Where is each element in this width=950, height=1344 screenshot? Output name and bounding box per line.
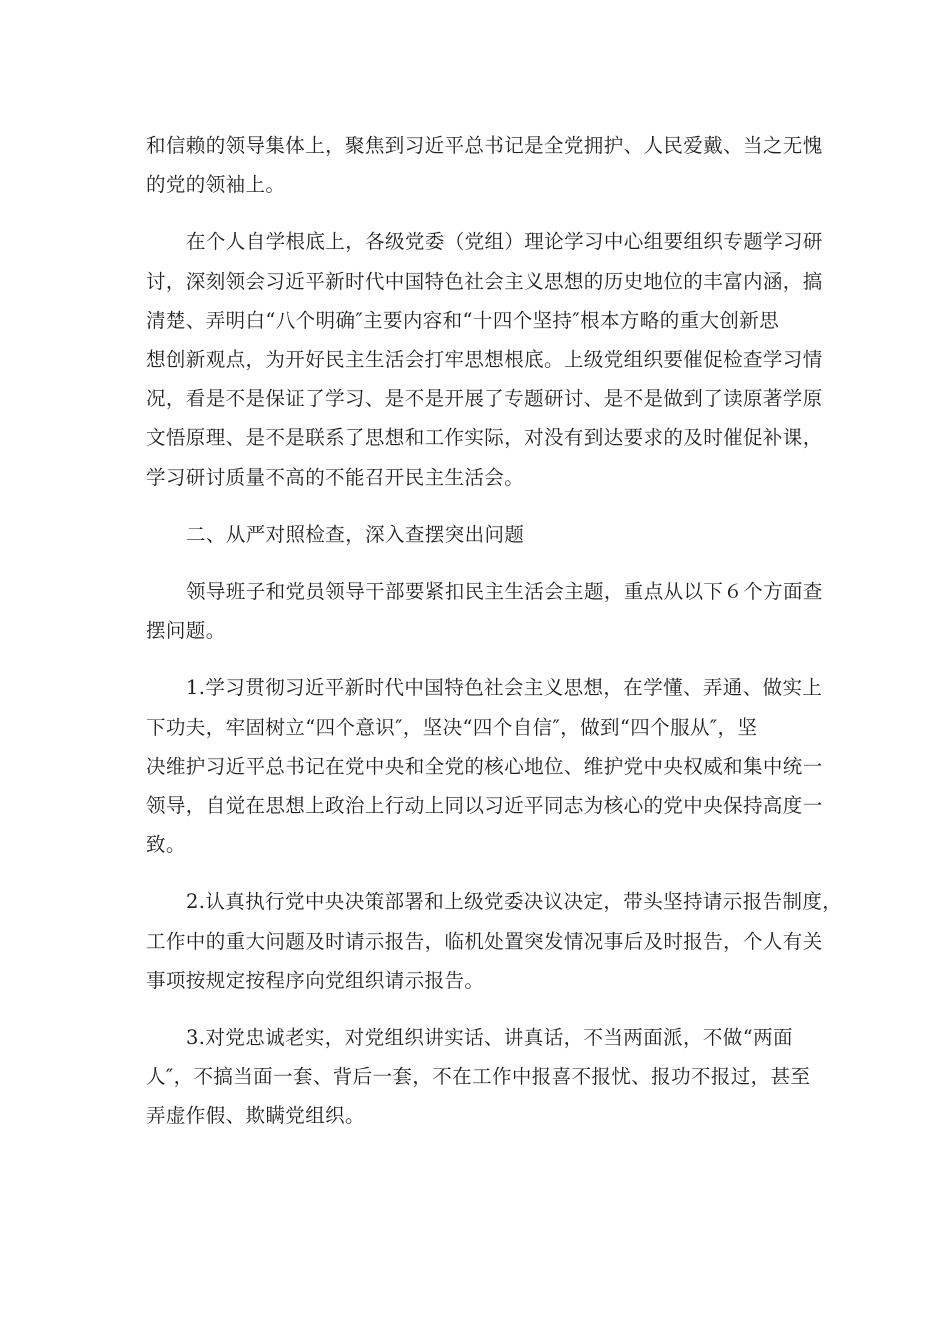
- paragraph-continuation: [146, 126, 823, 204]
- text-line: 下功夫，牢固树立“四个意识″，坚决“四个自信″，做到“四个服从″，坚: [146, 715, 758, 739]
- text-line: 事项按规定按程序向党组织请示报告。: [146, 968, 485, 992]
- text-line: 清楚、弄明白“八个明确″主要内容和“十四个坚持″根本方略的重大创新思: [146, 308, 780, 332]
- text-line: 2.认真执行党中央决策部署和上级党委决议决定，带头坚持请示报告制度，: [186, 890, 843, 914]
- text-line: 学习研讨质量不高的不能召开民主生活会。: [146, 465, 525, 489]
- text-line: 讨，深刻领会习近平新时代中国特色社会主义思想的历史地位的丰富内涵，搞: [146, 269, 823, 293]
- text-line: 决维护习近平总书记在党中央和全党的核心地位、维护党中央权威和集中统一: [146, 754, 823, 778]
- section-heading: [146, 515, 811, 554]
- text-line: 摆问题。: [146, 619, 226, 643]
- text-line: 和信赖的领导集体上，聚焦到习近平总书记是全党拥护、人民爱戴、当之无愧: [146, 134, 823, 157]
- text-line: 想创新观点，为开好民主生活会打牢思想根底。上级党组织要催促检查学习情: [146, 348, 823, 372]
- text-line: 人″，不搞当面一套、背后一套，不在工作中报喜不报忧、报功不报过，甚至: [146, 1065, 811, 1089]
- text-line: 3.对党忠诚老实，对党组织讲实话、讲真话，不当两面派，不做“两面: [186, 1026, 793, 1050]
- text-line: 工作中的重大问题及时请示报告，临机处置突发情况事后及时报告，个人有关: [146, 929, 823, 953]
- paragraph-intro: [146, 572, 823, 650]
- text-line: 二、从严对照检查，深入查摆突出问题: [186, 522, 525, 546]
- text-line: 弄虚作假、欺瞒党组织。: [146, 1104, 365, 1128]
- text-line: 领导班子和党员领导干部要紧扣民主生活会主题，重点从以下６个方面查: [186, 580, 823, 604]
- text-line: 况，看是不是保证了学习、是不是开展了专题研讨、是不是做到了读原著学原: [146, 387, 823, 411]
- text-line: 文悟原理、是不是联系了思想和工作实际，对没有到达要求的及时催促补课，: [146, 426, 823, 450]
- text-line: 1.学习贯彻习近平新时代中国特色社会主义思想，在学懂、弄通、做实上: [186, 676, 823, 700]
- text-line: 致。: [146, 833, 186, 857]
- text-line: 的党的领袖上。: [146, 173, 286, 197]
- list-item-2: [146, 882, 843, 1000]
- text-line: 领导，自觉在思想上政治上行动上同以习近平同志为核心的党中央保持高度一: [146, 794, 823, 818]
- list-item-3: [146, 1018, 811, 1136]
- document-body: [146, 126, 843, 1136]
- paragraph-study: [146, 222, 823, 496]
- text-line: 在个人自学根底上，各级党委（党组）理论学习中心组要组织专题学习研: [186, 230, 823, 254]
- list-item-1: [146, 668, 823, 864]
